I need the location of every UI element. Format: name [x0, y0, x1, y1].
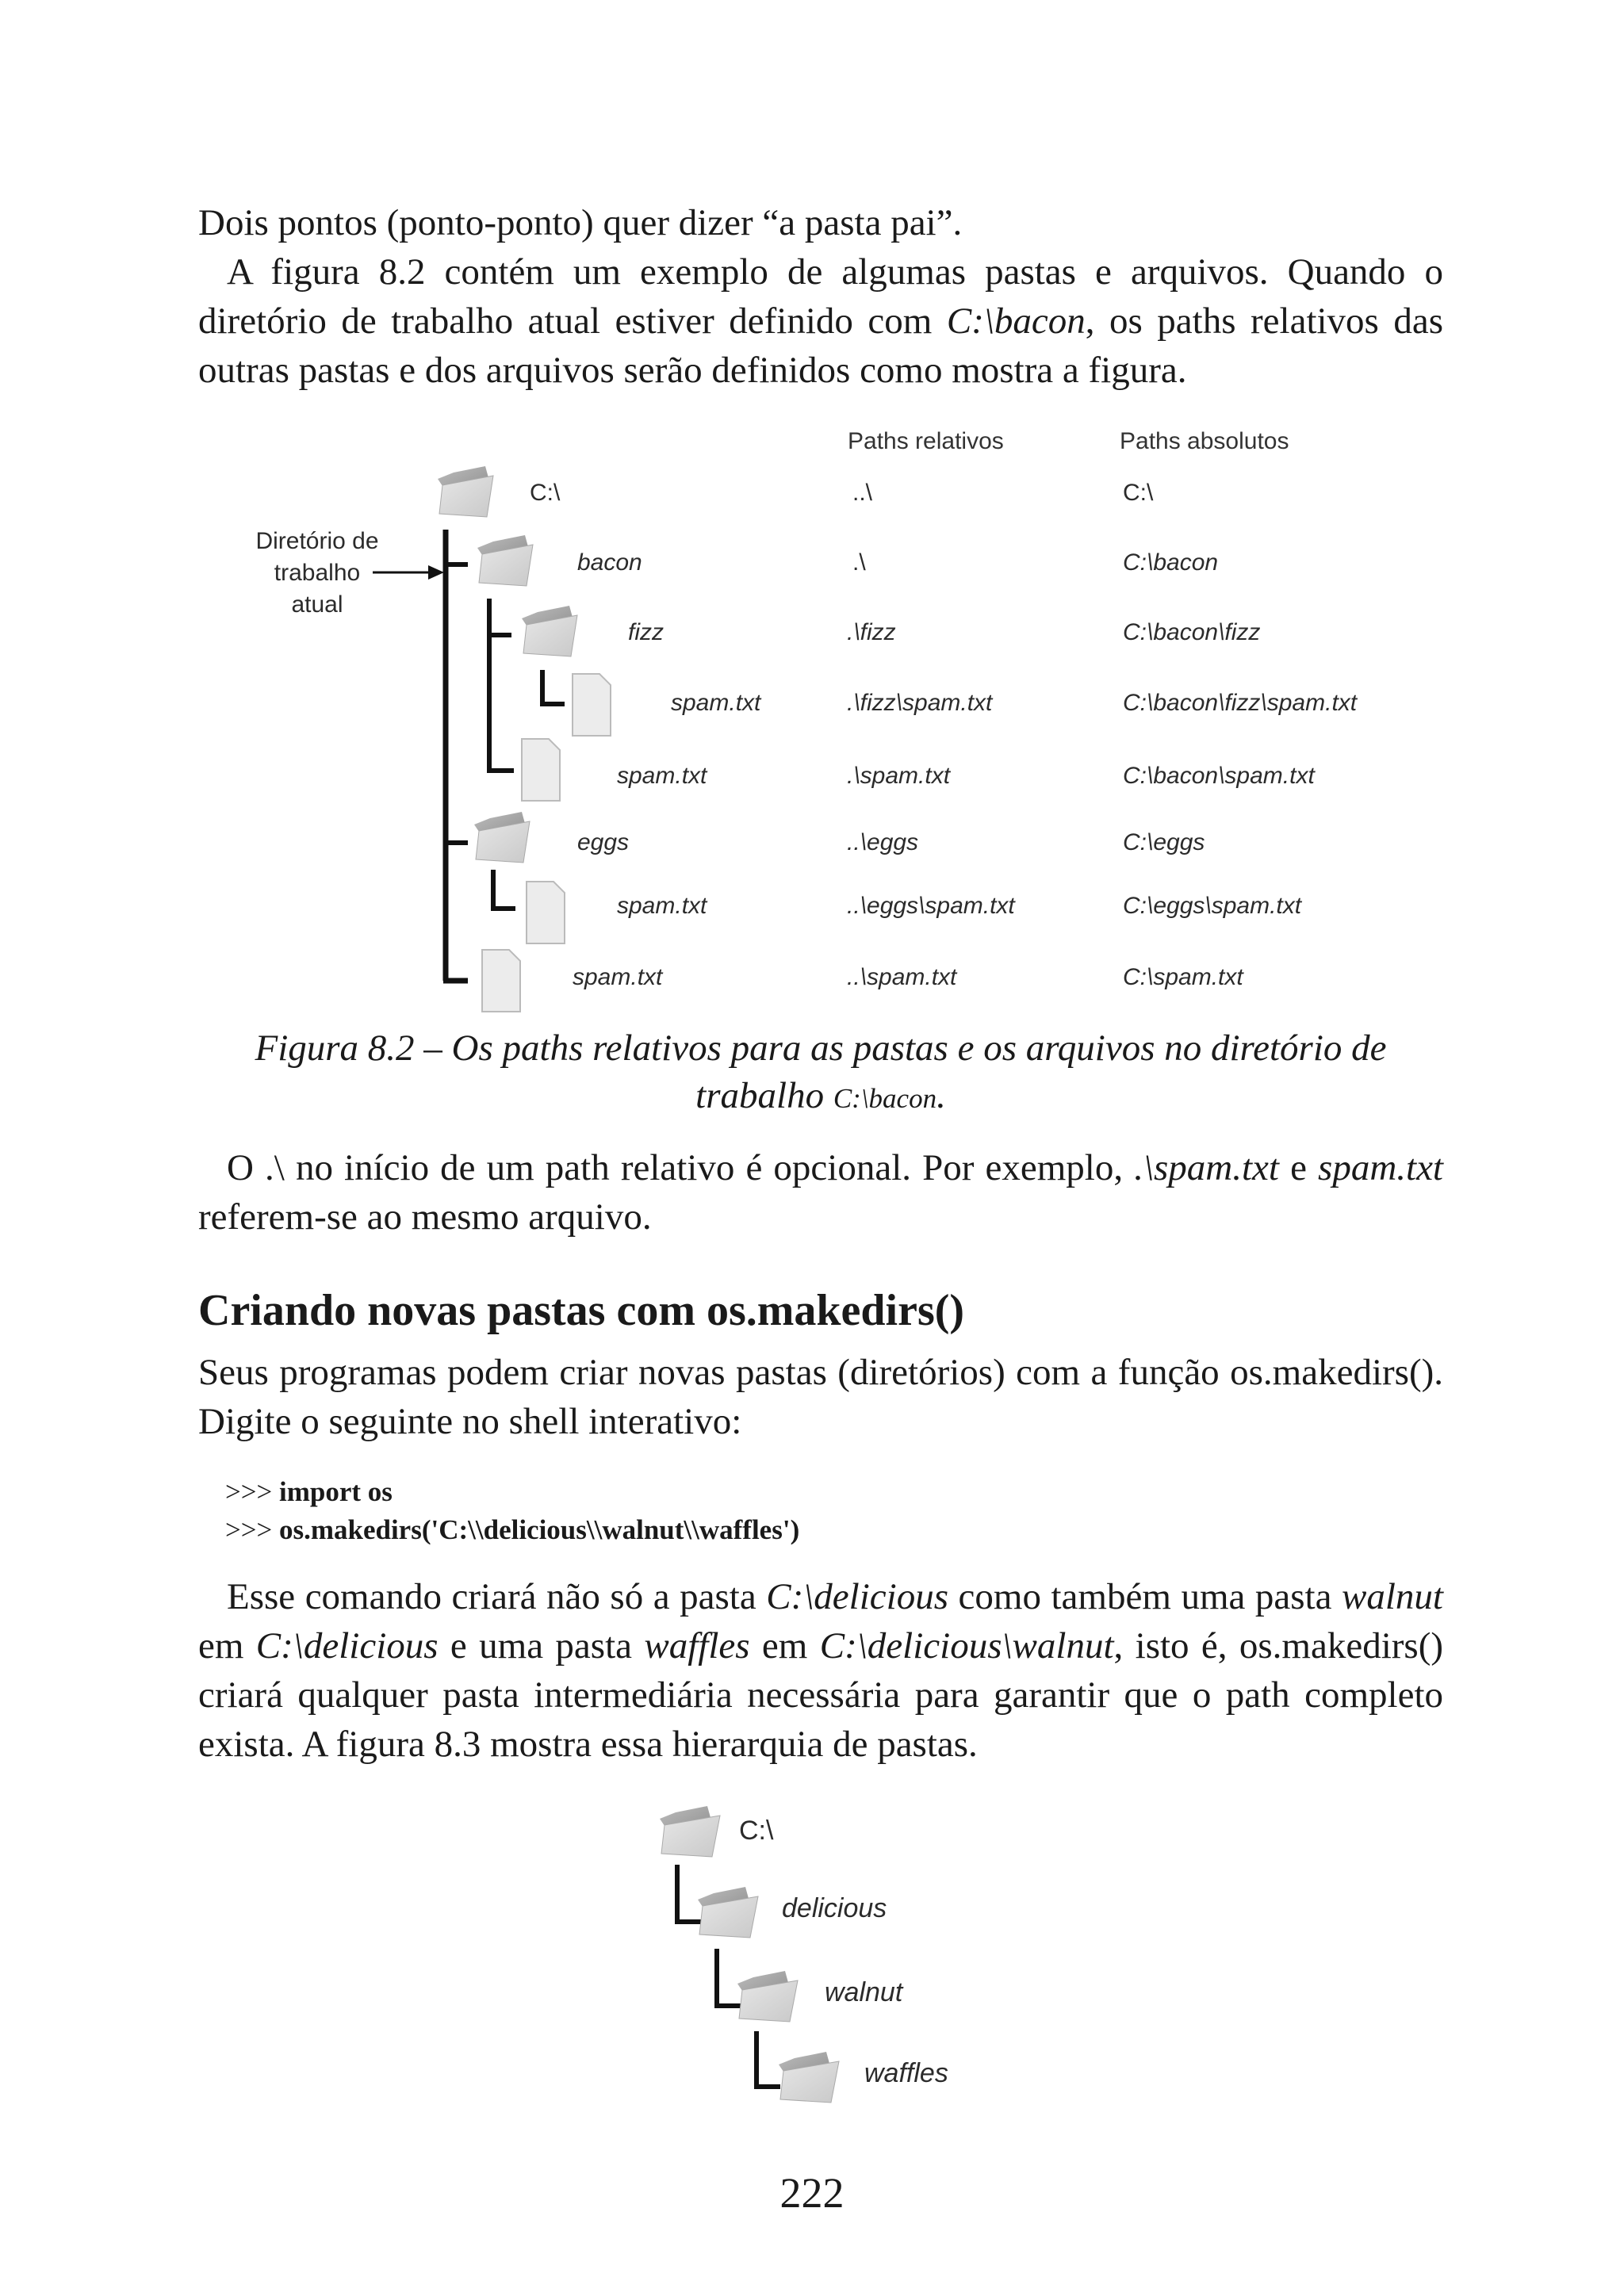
tree-item-name: bacon [577, 549, 642, 576]
working-directory-label: Diretório de trabalho atual [255, 528, 379, 618]
tree-item-name: C:\ [530, 480, 561, 506]
tree-item-name: eggs [577, 829, 630, 855]
intro-line: Dois pontos (ponto-ponto) quer dizer “a pasta pai”. [198, 202, 963, 243]
relative-path: .\ [852, 549, 866, 576]
absolute-path: C:\ [1123, 480, 1154, 506]
tree-item-name: fizz [628, 619, 664, 645]
absolute-path: C:\eggs [1123, 829, 1205, 855]
code-line: >>> import os [225, 1476, 393, 1507]
header-absolute-paths: Paths absolutos [1120, 428, 1289, 454]
folder-name: waffles [864, 2058, 948, 2088]
tree-item-name: spam.txt [671, 690, 761, 716]
absolute-path: C:\spam.txt [1123, 964, 1243, 990]
paragraph-figure-intro: A figura 8.2 contém um exemplo de algumas pastas e arquivos. Quando o diretório de trabalho atual estiver definido com C:\bacon, os paths relativos das outras pastas e dos arquivos serão definidos como mostra a figura. [198, 251, 1443, 391]
italic-path: C:\bacon [946, 300, 1086, 342]
relative-path: .\spam.txt [847, 763, 951, 789]
relative-path: ..\spam.txt [847, 964, 957, 990]
header-relative-paths: Paths relativos [848, 428, 1004, 454]
folder-name: delicious [782, 1893, 887, 1923]
page-number: 222 [779, 2169, 845, 2217]
relative-path: ..\eggs [847, 829, 919, 855]
relative-path: .\fizz [847, 619, 896, 645]
absolute-path: C:\bacon\fizz [1123, 619, 1261, 645]
folder-name: walnut [825, 1977, 903, 2007]
paragraph-makedirs-explain: Esse comando criará não só a pasta C:\delicious como também uma pasta walnut em C:\delicious e uma pasta waffles em C:\delicious\walnut, isto é, os.makedirs() criará qualquer pasta intermediária necessária para garantir que o path completo exista. A figura 8.3 mostra essa hierarquia de pastas. [198, 1576, 1444, 1765]
relative-path: ..\eggs\spam.txt [847, 893, 1015, 919]
absolute-path: C:\bacon [1123, 549, 1219, 576]
paragraph-relative-optional: O .\ no início de um path relativo é opcional. Por exemplo, .\spam.txt e spam.txt referem-se ao mesmo arquivo. [198, 1147, 1443, 1238]
absolute-path: C:\bacon\fizz\spam.txt [1123, 690, 1358, 716]
absolute-path: C:\eggs\spam.txt [1123, 893, 1302, 919]
paragraph-makedirs-intro: Seus programas podem criar novas pastas (diretórios) com a função os.makedirs(). Digite o seguinte no shell interativo: [198, 1352, 1443, 1442]
section-heading: Criando novas pastas com os.makedirs() [198, 1286, 965, 1335]
relative-path: ..\ [852, 480, 873, 506]
relative-path: .\fizz\spam.txt [847, 690, 993, 716]
tree-item-name: spam.txt [573, 964, 663, 990]
absolute-path: C:\bacon\spam.txt [1123, 763, 1315, 789]
tree-item-name: spam.txt [617, 763, 707, 789]
folder-name: C:\ [739, 1816, 774, 1846]
figure-caption: Figura 8.2 – Os paths relativos para as pastas e os arquivos no diretório de trabalho C:\bacon. [255, 1027, 1387, 1116]
code-line: >>> os.makedirs('C:\\delicious\\walnut\\waffles') [225, 1514, 800, 1545]
tree-item-name: spam.txt [617, 893, 707, 919]
